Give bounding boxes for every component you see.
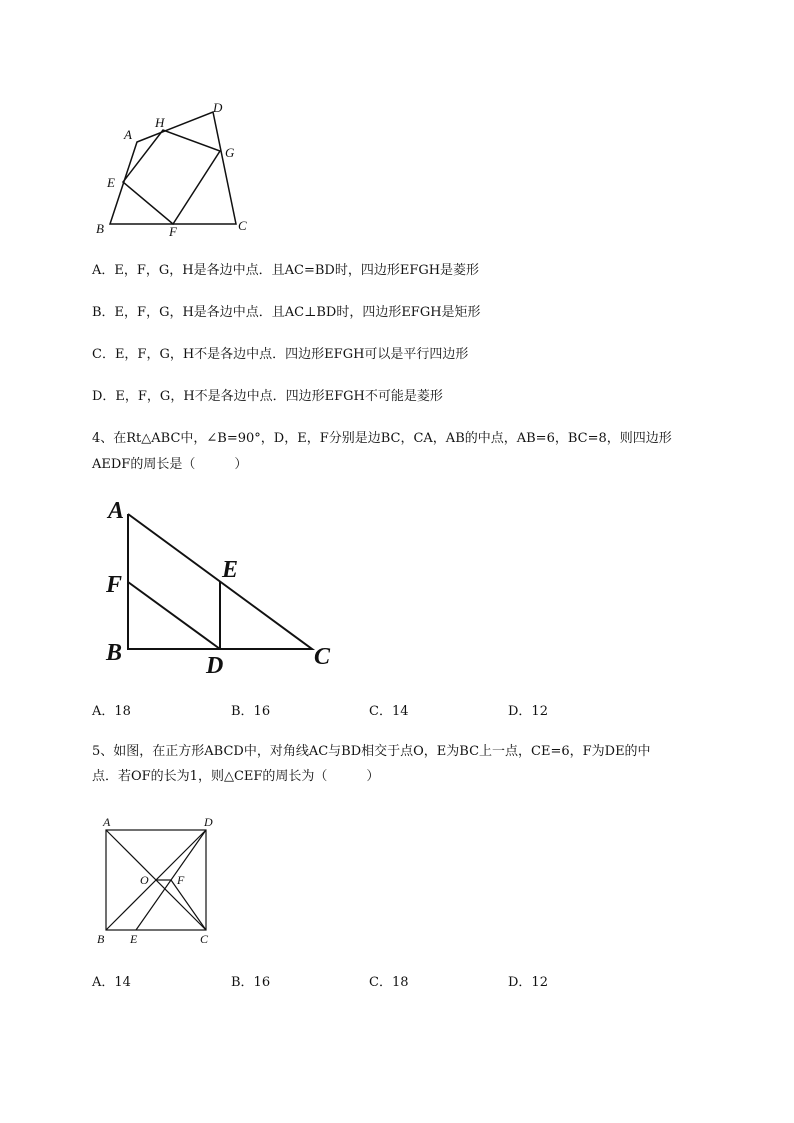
label-f: F	[106, 572, 123, 598]
label-d: D	[204, 815, 213, 829]
label-c: C	[200, 932, 209, 946]
label-e: E	[130, 932, 138, 946]
segment-fc	[171, 880, 206, 930]
segment-fd	[128, 582, 220, 649]
q3-option-b: B．E，F，G，H是各边中点．且AC⊥BD时，四边形EFGH是矩形	[92, 305, 481, 320]
q5-option-d: D．12	[508, 975, 548, 990]
q4-stem-line1: 4、在Rt△ABC中，∠B=90°，D，E，F分别是边BC，CA，AB的中点，AB=6，BC=8，则四边形	[92, 431, 672, 446]
label-o: O	[140, 873, 149, 887]
label-d: D	[213, 100, 223, 115]
label-b: B	[97, 932, 105, 946]
label-f: F	[169, 224, 177, 239]
label-b: B	[106, 640, 123, 666]
q5-option-b: B．16	[231, 975, 271, 990]
label-a: A	[108, 498, 125, 524]
quadrilateral-efgh	[123, 130, 220, 224]
label-c: C	[314, 644, 331, 670]
q3-option-d: D．E，F，G，H不是各边中点．四边形EFGH不可能是菱形	[92, 389, 443, 404]
label-a: A	[124, 127, 132, 142]
q5-option-a: A．14	[92, 975, 131, 990]
figure-right-triangle	[100, 495, 345, 680]
q4-option-a: A．18	[92, 704, 131, 719]
q5-stem-line1: 5、如图，在正方形ABCD中，对角线AC与BD相交于点O，E为BC上一点，CE=6，F为DE的中	[92, 744, 651, 759]
label-h: H	[155, 115, 165, 130]
label-e: E	[107, 175, 115, 190]
label-d: D	[206, 653, 224, 679]
q5-option-c: C．18	[369, 975, 409, 990]
q4-option-c: C．14	[369, 704, 409, 719]
figure-square	[92, 812, 222, 952]
figure-quadrilateral-efgh	[90, 95, 260, 245]
q3-option-a: A．E，F，G，H是各边中点．且AC=BD时，四边形EFGH是菱形	[92, 263, 480, 278]
label-e: E	[222, 557, 239, 583]
label-c: C	[238, 218, 247, 233]
label-b: B	[96, 221, 104, 236]
q5-stem-line2: 点．若OF的长为1，则△CEF的周长为（ ）	[92, 769, 380, 784]
q4-stem-line2: AEDF的周长是（ ）	[92, 457, 248, 472]
q4-option-d: D．12	[508, 704, 548, 719]
q3-option-c: C．E，F，G，H不是各边中点．四边形EFGH可以是平行四边形	[92, 347, 469, 362]
label-a: A	[103, 815, 111, 829]
label-f: F	[177, 873, 185, 887]
label-g: G	[225, 145, 235, 160]
q4-option-b: B．16	[231, 704, 271, 719]
